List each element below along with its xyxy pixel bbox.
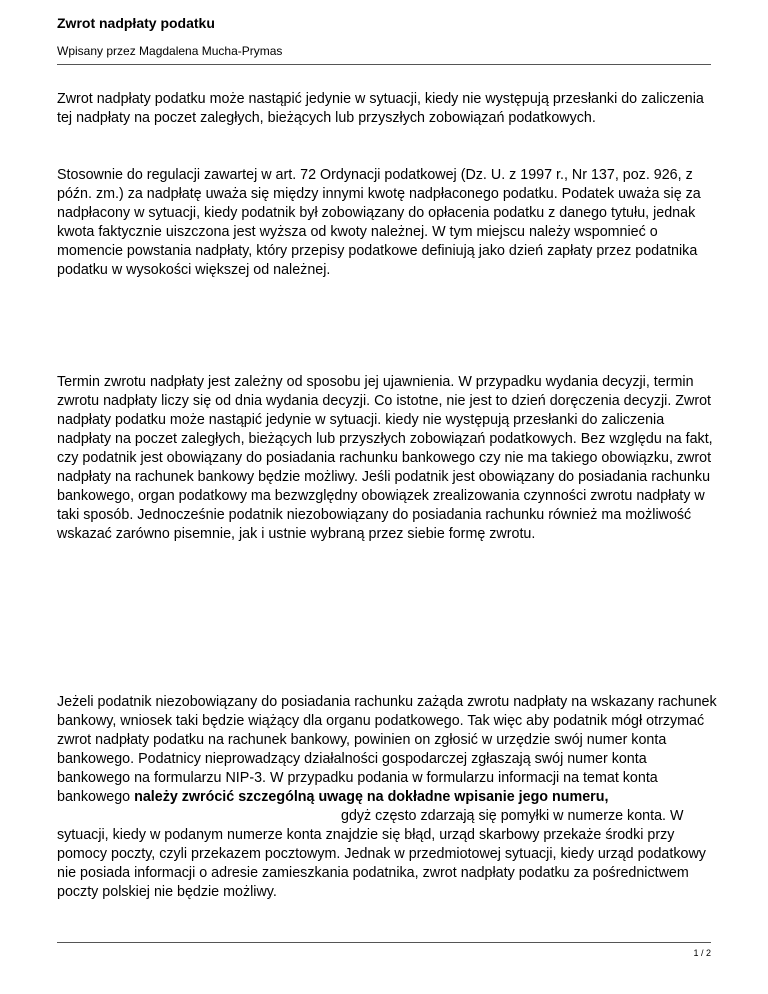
- page-header: [57, 12, 711, 65]
- paragraph-bank-account-text: Jeżeli podatnik niezobowiązany do posiadania rachunku zażąda zwrotu nadpłaty na wskazany rachunek bankowy, wniosek taki będzie wiążący dla organu podatkowego. Tak więc aby podatnik mógł otrzymać zwrot nadpłaty podatku na rachunek bankowy, powinien on zgłosić w urzędzie swój numer konta bankowego. Podatnicy nieprowadzący działalności gospodarczej zgłaszają swój numer konta bankowego na formularzu NIP-3. W przypadku podania w formularzu informacji na temat konta bankowego: [57, 694, 717, 805]
- page-footer: [57, 942, 711, 958]
- paragraph-bank-account: [57, 693, 717, 902]
- page-number: 1 / 2: [693, 948, 711, 958]
- document-title: Zwrot nadpłaty podatku: [57, 15, 215, 31]
- paragraph-definition: Stosownie do regulacji zawartej w art. 72 Ordynacji podatkowej (Dz. U. z 1997 r., Nr 137, poz. 926, z późn. zm.) za nadpłatę uważa się między innymi kwotę nadpłaconego podatku. Podatek uważa się za nadpłacony w sytuacji, kiedy podatnik był zobowiązany do opłacenia podatku z danego tytułu, jednak kwota faktycznie uiszczona jest wyższa od kwoty należnej. W tym miejscu należy wspomnieć o momencie powstania nadpłaty, który przepisy podatkowe definiują jako dzień zapłaty przez podatnika podatku w wysokości większej od należnej.: [57, 167, 701, 278]
- paragraph-bank-account-continuation: gdyż często zdarzają się pomyłki w numerze konta. W sytuacji, kiedy w podanym numerze konta znajdzie się błąd, urząd skarbowy przekaże środki przy pomocy poczty, czyli przekazem pocztowym. Jednak w przedmiotowej sytuacji, kiedy urząd podatkowy nie posiada informacji o adresie zamieszkania podatnika, zwrot nadpłaty podatku za pośrednictwem poczty polskiej nie będzie możliwy.: [57, 808, 706, 900]
- author-line: Wpisany przez Magdalena Mucha-Prymas: [57, 44, 283, 58]
- emphasis-text: należy zwrócić szczególną uwagę na dokładne wpisanie jego numeru,: [134, 789, 609, 805]
- paragraph-refund-term: Termin zwrotu nadpłaty jest zależny od sposobu jej ujawnienia. W przypadku wydania decyzji, termin zwrotu nadpłaty liczy się od dnia wydania decyzji. Co istotne, nie jest to dzień doręczenia decyzji. Zwrot nadpłaty podatku może nastąpić jedynie w sytuacji. kiedy nie występują przesłanki do zaliczenia nadpłaty na poczet zaległych, bieżących lub przyszłych zobowiązań podatkowych. Bez względu na fakt, czy podatnik jest obowiązany do posiadania rachunku bankowego czy nie ma takiego obowiązku, zwrot nadpłaty na rachunek bankowy będzie możliwy. Jeśli podatnik jest obowiązany do posiadania rachunku bankowego, organ podatkowy ma bezwzględny obowiązek zrealizowania czynności zwrotu nadpłaty w taki sposób. Jednocześnie podatnik niezobowiązany do posiadania rachunku również ma możliwość wskazać zarówno pisemnie, jak i ustnie wybraną przez siebie formę zwrotu.: [57, 374, 713, 542]
- paragraph-intro: Zwrot nadpłaty podatku może nastąpić jedynie w sytuacji, kiedy nie występują przesłanki do zaliczenia tej nadpłaty na poczet zaległych, bieżących lub przyszłych zobowiązań podatkowych.: [57, 91, 704, 126]
